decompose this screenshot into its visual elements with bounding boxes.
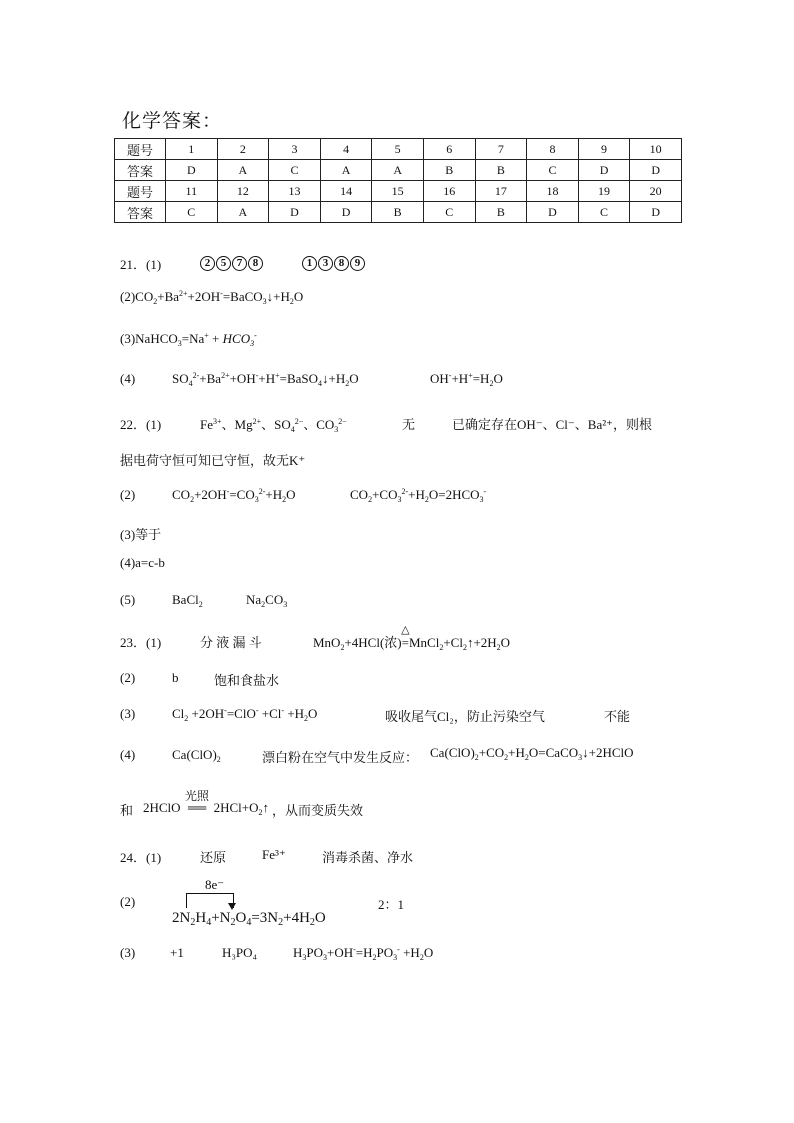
circled-number: 7: [232, 256, 247, 271]
q23-label-2: (2): [120, 670, 136, 685]
electron-transfer-bracket: [186, 893, 234, 908]
table-cell: D: [630, 202, 682, 223]
table-head-cell: 答案: [115, 160, 166, 181]
q22-item-4: (4)a=c-b: [120, 555, 165, 570]
table-cell: 18: [527, 181, 579, 202]
q24-valence: +1: [170, 945, 184, 960]
table-cell: 1: [166, 139, 218, 160]
q23-b: b: [172, 670, 179, 685]
table-cell: D: [166, 160, 218, 181]
circled-number: 1: [302, 256, 317, 271]
q23-absorb: 吸收尾气Cl₂，防止污染空气: [385, 709, 545, 724]
table-cell: A: [217, 160, 269, 181]
q23-eq-4a: $Ca(ClO)_2+CO_2+H_2O=CaCO_3↓+2HClO$: [430, 745, 634, 762]
table-cell: 11: [166, 181, 218, 202]
q22-eq-2a: $CO_2+2OH^-=CO_3^{2-}+H_2O$: [172, 487, 296, 504]
q21-eq-4b: $OH^-+H^+=H_2O$: [430, 371, 503, 388]
table-cell: C: [423, 202, 475, 223]
table-cell: 7: [475, 139, 527, 160]
q24-ratio: 2：1: [378, 897, 405, 912]
q23-brine: 饱和食盐水: [214, 673, 280, 688]
q22-item-3: (3)等于: [120, 527, 162, 542]
q23-funnel: 分 液 漏 斗: [200, 635, 262, 650]
table-cell: D: [578, 160, 630, 181]
answer-table: [114, 138, 682, 223]
table-cell: D: [630, 160, 682, 181]
table-cell: A: [372, 160, 424, 181]
q23-eq-3: $Cl_2 +2OH^-=ClO^- +Cl^- +H_2O$: [172, 706, 318, 723]
table-cell: 16: [423, 181, 475, 202]
table-cell: B: [475, 160, 527, 181]
q23-light-label: 光照: [185, 789, 210, 803]
circled-number: 2: [200, 256, 215, 271]
q21-label-4: (4): [120, 371, 136, 386]
q24-electrons: 8e⁻: [205, 877, 225, 892]
table-cell: 10: [630, 139, 682, 160]
q23-and: 和: [120, 803, 134, 818]
q21-label-3: (3): [120, 331, 136, 346]
table-cell: D: [320, 202, 372, 223]
q24-label-2: (2): [120, 894, 136, 909]
q24-eq-3: $H_3PO_3+OH^-=H_2PO_3^- +H_2O$: [293, 945, 434, 962]
table-head-cell: 题号: [115, 181, 166, 202]
q22-bacl2: BaCl$_2$: [172, 592, 203, 609]
q22-reason-b: 据电荷守恒可知已守恒，故无K⁺: [120, 453, 306, 468]
table-cell: 8: [527, 139, 579, 160]
table-cell: C: [269, 160, 321, 181]
circled-number: 5: [216, 256, 231, 271]
table-cell: B: [423, 160, 475, 181]
table-row: [115, 160, 682, 181]
table-cell: 6: [423, 139, 475, 160]
q24-label-1: 24．(1): [120, 850, 162, 865]
table-row: [115, 181, 682, 202]
q24-fe: Fe³⁺: [262, 847, 286, 862]
q22-none: 无: [402, 417, 416, 432]
q21-circled-set-a: [200, 254, 264, 271]
q24-reduce: 还原: [200, 850, 227, 865]
table-cell: 9: [578, 139, 630, 160]
table-cell: 12: [217, 181, 269, 202]
q23-eq-1: MnO$_2$+4HCl(浓) △ $=MnCl_2+Cl_2↑+2H_2O$: [313, 624, 511, 652]
q21-eq-4a: $SO_4^{2-}+Ba^{2+}+OH^-+H^+=BaSO_4↓+H_2O$: [172, 371, 359, 388]
q22-na2co3: $Na_2CO_3$: [246, 592, 288, 609]
q24-acid: H₃PO₄: [222, 945, 258, 960]
q21-eq-2: $(2)CO_2+Ba^{2+}+2OH^-=BaCO_3↓+H_2O$: [120, 289, 304, 306]
circled-number: 3: [318, 256, 333, 271]
table-cell: A: [320, 160, 372, 181]
table-cell: D: [527, 202, 579, 223]
q24-eq-2: $2N_2H_4+N_2O_4=3N_2+4H_2O$: [172, 910, 326, 928]
arrow-down-icon: [228, 903, 236, 910]
q21-eq-3: (3)NaHCO$_3$=Na+ + $HCO_3^-$: [120, 331, 257, 348]
q21-label-2: (2): [120, 289, 136, 304]
table-cell: 19: [578, 181, 630, 202]
table-cell: 3: [269, 139, 321, 160]
q21-circled-set-b: [302, 254, 366, 271]
q24-use: 消毒杀菌、净水: [322, 850, 414, 865]
q22-ions: $Fe^{3+}$、$Mg^{2+}$、$SO_4^{2-}$、$CO_3^{2-}$: [200, 417, 347, 434]
q22-label-2: (2): [120, 487, 136, 502]
table-cell: C: [166, 202, 218, 223]
table-cell: C: [578, 202, 630, 223]
table-cell: 17: [475, 181, 527, 202]
table-cell: 2: [217, 139, 269, 160]
table-head-cell: 答案: [115, 202, 166, 223]
q21-label-1: 21．(1): [120, 257, 162, 272]
q23-cannot: 不能: [604, 709, 631, 724]
q24-label-3: (3): [120, 945, 136, 960]
q23-eq-4b: 2HClO 光照 ══ $2HCl+O_2↑$: [143, 789, 269, 817]
table-cell: 20: [630, 181, 682, 202]
q23-label-1: 23．(1): [120, 635, 162, 650]
q23-label-4: (4): [120, 747, 136, 762]
table-cell: B: [372, 202, 424, 223]
q22-reason-a: 已确定存在OH⁻、Cl⁻、Ba²⁺，则根: [452, 417, 652, 432]
table-cell: 4: [320, 139, 372, 160]
table-cell: 14: [320, 181, 372, 202]
table-row: [115, 139, 682, 160]
table-cell: D: [269, 202, 321, 223]
table-cell: C: [527, 160, 579, 181]
q22-eq-2b: $CO_2+CO_3^{2-}+H_2O=2HCO_3^-$: [350, 487, 487, 504]
q23-bleach-note: 漂白粉在空气中发生反应：: [262, 750, 419, 765]
q23-tail: ，从而变质失效: [272, 803, 364, 818]
circled-number: 8: [334, 256, 349, 271]
table-row: [115, 202, 682, 223]
q23-label-3: (3): [120, 706, 136, 721]
table-cell: B: [475, 202, 527, 223]
table-cell: 13: [269, 181, 321, 202]
circled-number: 8: [248, 256, 263, 271]
table-cell: 15: [372, 181, 424, 202]
q22-label-1: 22．(1): [120, 417, 162, 432]
q22-label-5: (5): [120, 592, 136, 607]
page-title: 化学答案：: [122, 111, 223, 132]
table-cell: A: [217, 202, 269, 223]
circled-number: 9: [350, 256, 365, 271]
table-head-cell: 题号: [115, 139, 166, 160]
heat-symbol-icon: △: [401, 624, 410, 636]
q23-formula: $Ca(ClO)_2$: [172, 747, 221, 764]
table-cell: 5: [372, 139, 424, 160]
